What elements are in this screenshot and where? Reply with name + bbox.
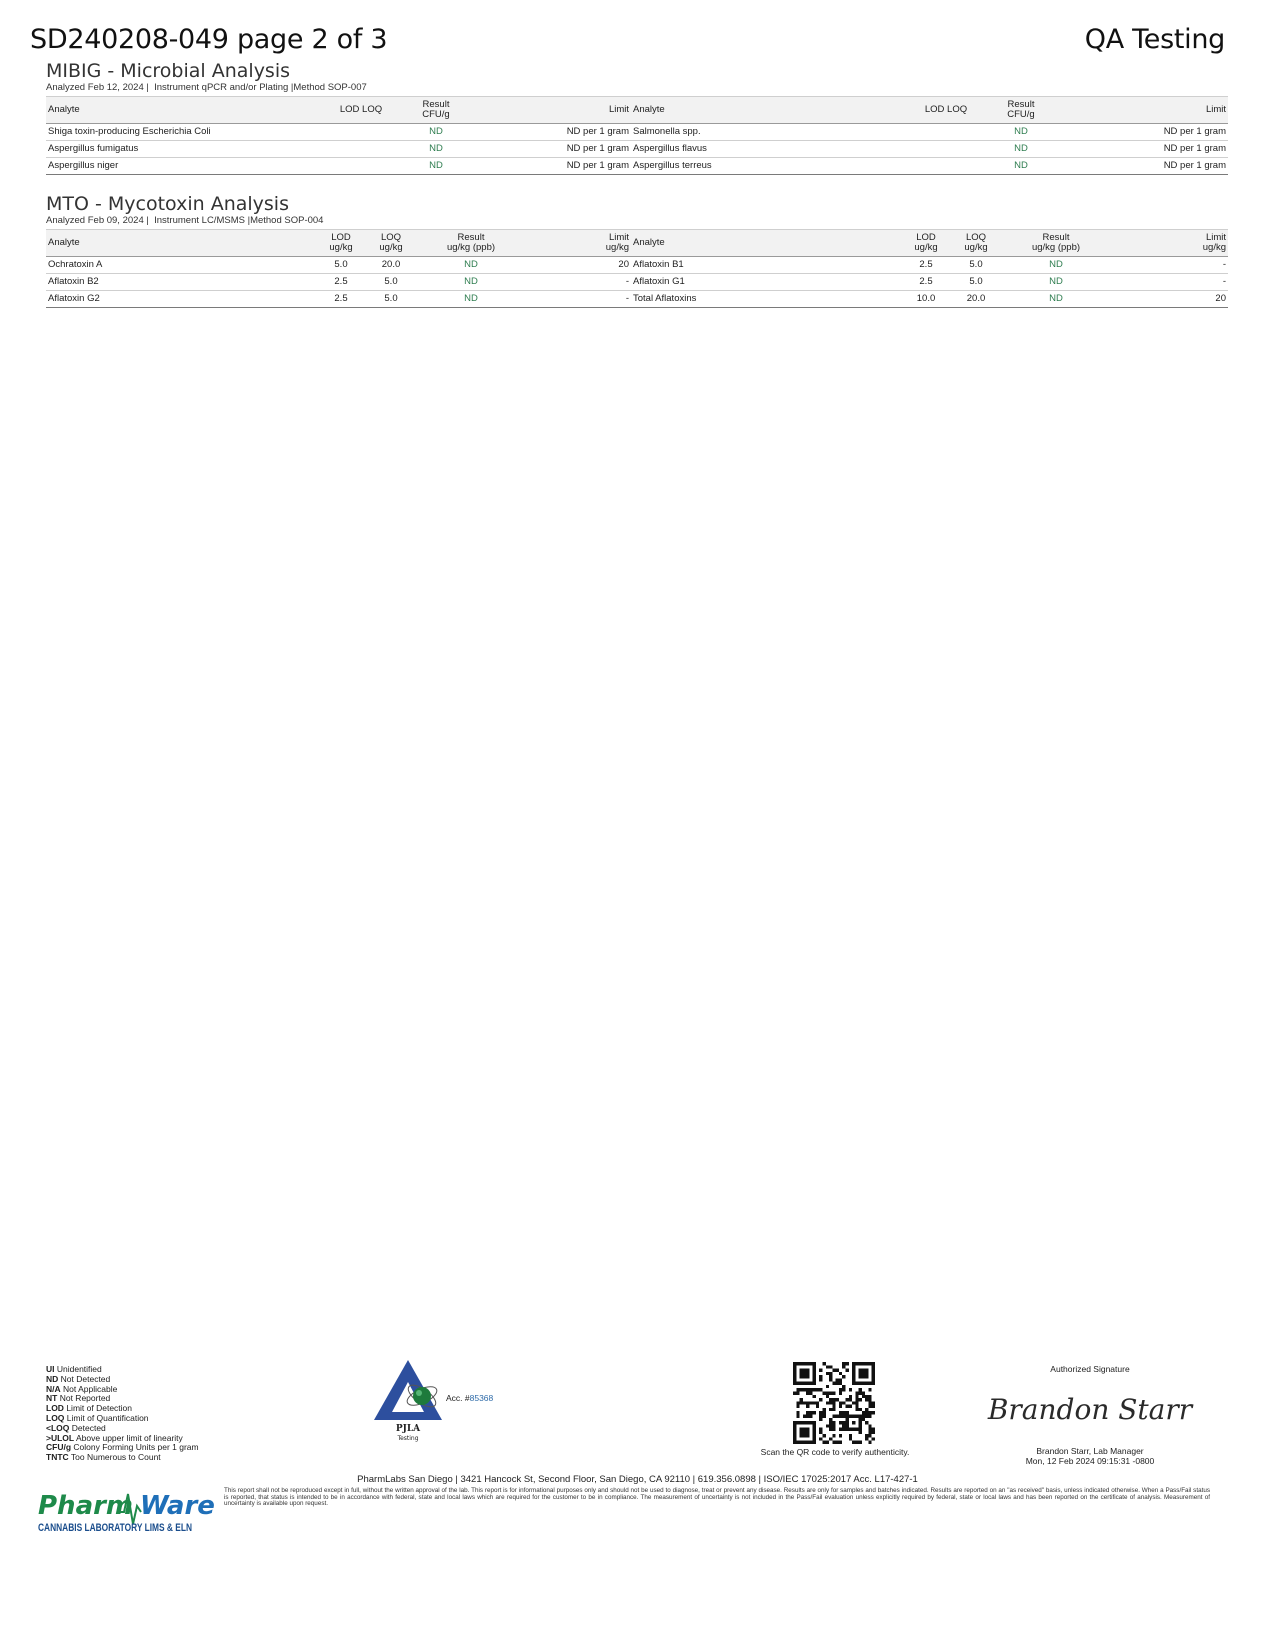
table-header-row: [46, 97, 1228, 124]
analyte-name: Aflatoxin G2: [46, 291, 316, 308]
lod-value: 10.0: [901, 291, 951, 308]
limit-value: ND per 1 gram: [1066, 158, 1228, 175]
result-value: ND: [391, 158, 481, 175]
analyte-name: Total Aflatoxins: [631, 291, 901, 308]
legend-item: ND Not Detected: [46, 1373, 111, 1384]
analyte-name: Ochratoxin A: [46, 257, 316, 274]
analyte-name: Shiga toxin-producing Escherichia Coli: [46, 124, 331, 141]
lod-value: 2.5: [316, 274, 366, 291]
analyte-name: Aflatoxin B1: [631, 257, 901, 274]
legend-item: CFU/g Colony Forming Units per 1 gram: [46, 1442, 199, 1453]
legend-item: >ULOL Above upper limit of linearity: [46, 1432, 183, 1443]
col-analyte: Analyte: [633, 104, 665, 115]
result-value: ND: [416, 274, 526, 291]
analyte-name: Aflatoxin G1: [631, 274, 901, 291]
pharmware-logo: [36, 1484, 215, 1540]
method-label: Method: [250, 215, 282, 226]
signature-label: Authorized Signature: [1050, 1364, 1130, 1374]
signature-timestamp: Mon, 12 Feb 2024 09:15:31 -0800: [1025, 1456, 1155, 1466]
instrument-label: Instrument: [154, 215, 200, 226]
disclaimer: This report shall not be reproduced except in full, without the written approval of the lab. This report is for informational purposes only and should not be used to diagnose, treat or prevent any disease. Results are only for samples and batches indicated. Results are reported on an "as received" basis, unless indicated otherwise. When a Pass/Fail status is reported, that status is intended to be in accordance with federal, state and local laws which are required for the customer to be in compliance. The measurement of uncertainty is not included in the Pass/Fail evaluation unless explicitly required by federal, state or local laws and has been reported on the certificate of analysis. Measurement of uncertainty is available upon request.: [224, 1487, 1210, 1508]
mibig-table: [46, 96, 1228, 175]
table-row: [46, 124, 1228, 141]
signer-info: [990, 1446, 1190, 1466]
result-value: ND: [416, 291, 526, 308]
result-value: ND: [1001, 274, 1111, 291]
limit-value: 20: [526, 257, 631, 274]
loq-value: 5.0: [366, 274, 416, 291]
col-result: Result ug/kg (ppb): [1031, 232, 1081, 253]
loq-value: 20.0: [366, 257, 416, 274]
result-value: ND: [416, 257, 526, 274]
method-label: Method: [293, 82, 326, 93]
method-value: SOP-004: [284, 215, 324, 226]
lod-value: 5.0: [316, 257, 366, 274]
loq-value: 5.0: [951, 274, 1001, 291]
legend-item: TNTC Too Numerous to Count: [46, 1452, 161, 1463]
col-limit: Limit ug/kg: [605, 232, 629, 253]
col-lod: LOD ug/kg: [914, 232, 938, 253]
result-value: ND: [976, 158, 1066, 175]
result-value: ND: [976, 124, 1066, 141]
col-lod-loq: LOD LOQ: [339, 104, 383, 115]
col-loq: LOQ ug/kg: [379, 232, 403, 253]
instrument-value: qPCR and/or Plating: [201, 82, 289, 93]
result-value: ND: [391, 141, 481, 158]
abbreviation-legend: [46, 1365, 199, 1463]
limit-value: -: [526, 274, 631, 291]
lab-address: PharmLabs San Diego | 3421 Hancock St, Second Floor, San Diego, CA 92110 | 619.356.0898 | ISO/IEC 17025:2017 Acc. L17-427-1: [357, 1474, 918, 1485]
table-row: [46, 274, 1228, 291]
legend-item: LOQ Limit of Quantification: [46, 1412, 149, 1423]
loq-value: 20.0: [951, 291, 1001, 308]
signer-name-title: Brandon Starr, Lab Manager: [1036, 1446, 1144, 1456]
table-row: [46, 257, 1228, 274]
limit-value: ND per 1 gram: [481, 141, 631, 158]
svg-text:CANNABIS LABORATORY LIMS & ELN: CANNABIS LABORATORY LIMS & ELN: [38, 1522, 192, 1534]
analyte-name: Aflatoxin B2: [46, 274, 316, 291]
svg-text:Brandon Starr: Brandon Starr: [987, 1393, 1193, 1426]
analyzed-date: Feb 12, 2024: [87, 82, 144, 93]
instrument-label: Instrument: [154, 82, 200, 93]
col-lod: LOD ug/kg: [329, 232, 353, 253]
col-lod-loq: LOD LOQ: [924, 104, 968, 115]
col-result: Result CFU/g: [422, 99, 450, 120]
loq-value: 5.0: [366, 291, 416, 308]
svg-text:Pharm: Pharm: [38, 1491, 134, 1521]
limit-value: -: [1111, 274, 1228, 291]
analyzed-date: Feb 09, 2024: [87, 215, 144, 226]
col-analyte: Analyte: [633, 237, 665, 248]
method-value: SOP-007: [327, 82, 367, 93]
report-category: QA Testing: [1084, 24, 1225, 55]
qr-caption: Scan the QR code to verify authenticity.: [760, 1447, 910, 1457]
mto-section: [46, 193, 1228, 308]
analyte-name: Aspergillus fumigatus: [46, 141, 331, 158]
limit-value: ND per 1 gram: [1066, 141, 1228, 158]
pjla-text: PJLA: [395, 1424, 421, 1434]
col-limit: Limit ug/kg: [1202, 232, 1226, 253]
pjla-sub: Testing: [397, 1435, 419, 1442]
accreditation-number: Acc. #85368: [446, 1393, 494, 1403]
legend-item: NT Not Reported: [46, 1393, 111, 1404]
limit-value: ND per 1 gram: [481, 158, 631, 175]
analyte-name: Salmonella spp.: [631, 124, 916, 141]
table-row: [46, 141, 1228, 158]
legend-item: LOD Limit of Detection: [46, 1403, 132, 1414]
col-loq: LOQ ug/kg: [964, 232, 988, 253]
col-result: Result CFU/g: [1007, 99, 1035, 120]
analyte-name: Aspergillus niger: [46, 158, 331, 175]
report-id: SD240208-049 page 2 of 3: [30, 24, 388, 55]
qr-code-icon[interactable]: [793, 1362, 875, 1444]
legend-item: N/A Not Applicable: [46, 1383, 118, 1394]
section-meta: Analyzed Feb 09, 2024 | Instrument LC/MSMS |Method SOP-004: [46, 215, 324, 226]
limit-value: ND per 1 gram: [481, 124, 631, 141]
pjla-logo: [372, 1360, 482, 1450]
legend-item: UI Unidentified: [46, 1364, 102, 1374]
limit-value: 20: [1111, 291, 1228, 308]
analyte-name: Aspergillus terreus: [631, 158, 916, 175]
mto-table: [46, 229, 1228, 308]
table-row: [46, 291, 1228, 308]
analyte-name: Aspergillus flavus: [631, 141, 916, 158]
section-title: MIBIG - Microbial Analysis: [46, 60, 291, 82]
loq-value: 5.0: [951, 257, 1001, 274]
limit-value: ND per 1 gram: [1066, 124, 1228, 141]
signature-image: [980, 1385, 1200, 1435]
analyzed-label: Analyzed: [46, 82, 86, 93]
result-value: ND: [976, 141, 1066, 158]
result-value: ND: [391, 124, 481, 141]
table-row: [46, 158, 1228, 175]
col-limit: Limit: [608, 104, 629, 115]
limit-value: -: [526, 291, 631, 308]
col-result: Result ug/kg (ppb): [446, 232, 496, 253]
col-analyte: Analyte: [48, 237, 80, 248]
col-analyte: Analyte: [48, 104, 80, 115]
analyzed-label: Analyzed: [46, 215, 86, 226]
legend-item: <LOQ Detected: [46, 1422, 106, 1433]
lod-value: 2.5: [901, 257, 951, 274]
result-value: ND: [1001, 291, 1111, 308]
limit-value: -: [1111, 257, 1228, 274]
table-header-row: [46, 230, 1228, 257]
section-title: MTO - Mycotoxin Analysis: [46, 193, 289, 215]
section-meta: Analyzed Feb 12, 2024 | Instrument qPCR and/or Plating |Method SOP-007: [46, 82, 367, 93]
result-value: ND: [1001, 257, 1111, 274]
col-limit: Limit: [1205, 104, 1226, 115]
lod-value: 2.5: [316, 291, 366, 308]
lod-value: 2.5: [901, 274, 951, 291]
mibig-section: [46, 60, 1228, 175]
svg-text:Ware: Ware: [140, 1491, 215, 1521]
instrument-value: LC/MSMS: [201, 215, 245, 226]
